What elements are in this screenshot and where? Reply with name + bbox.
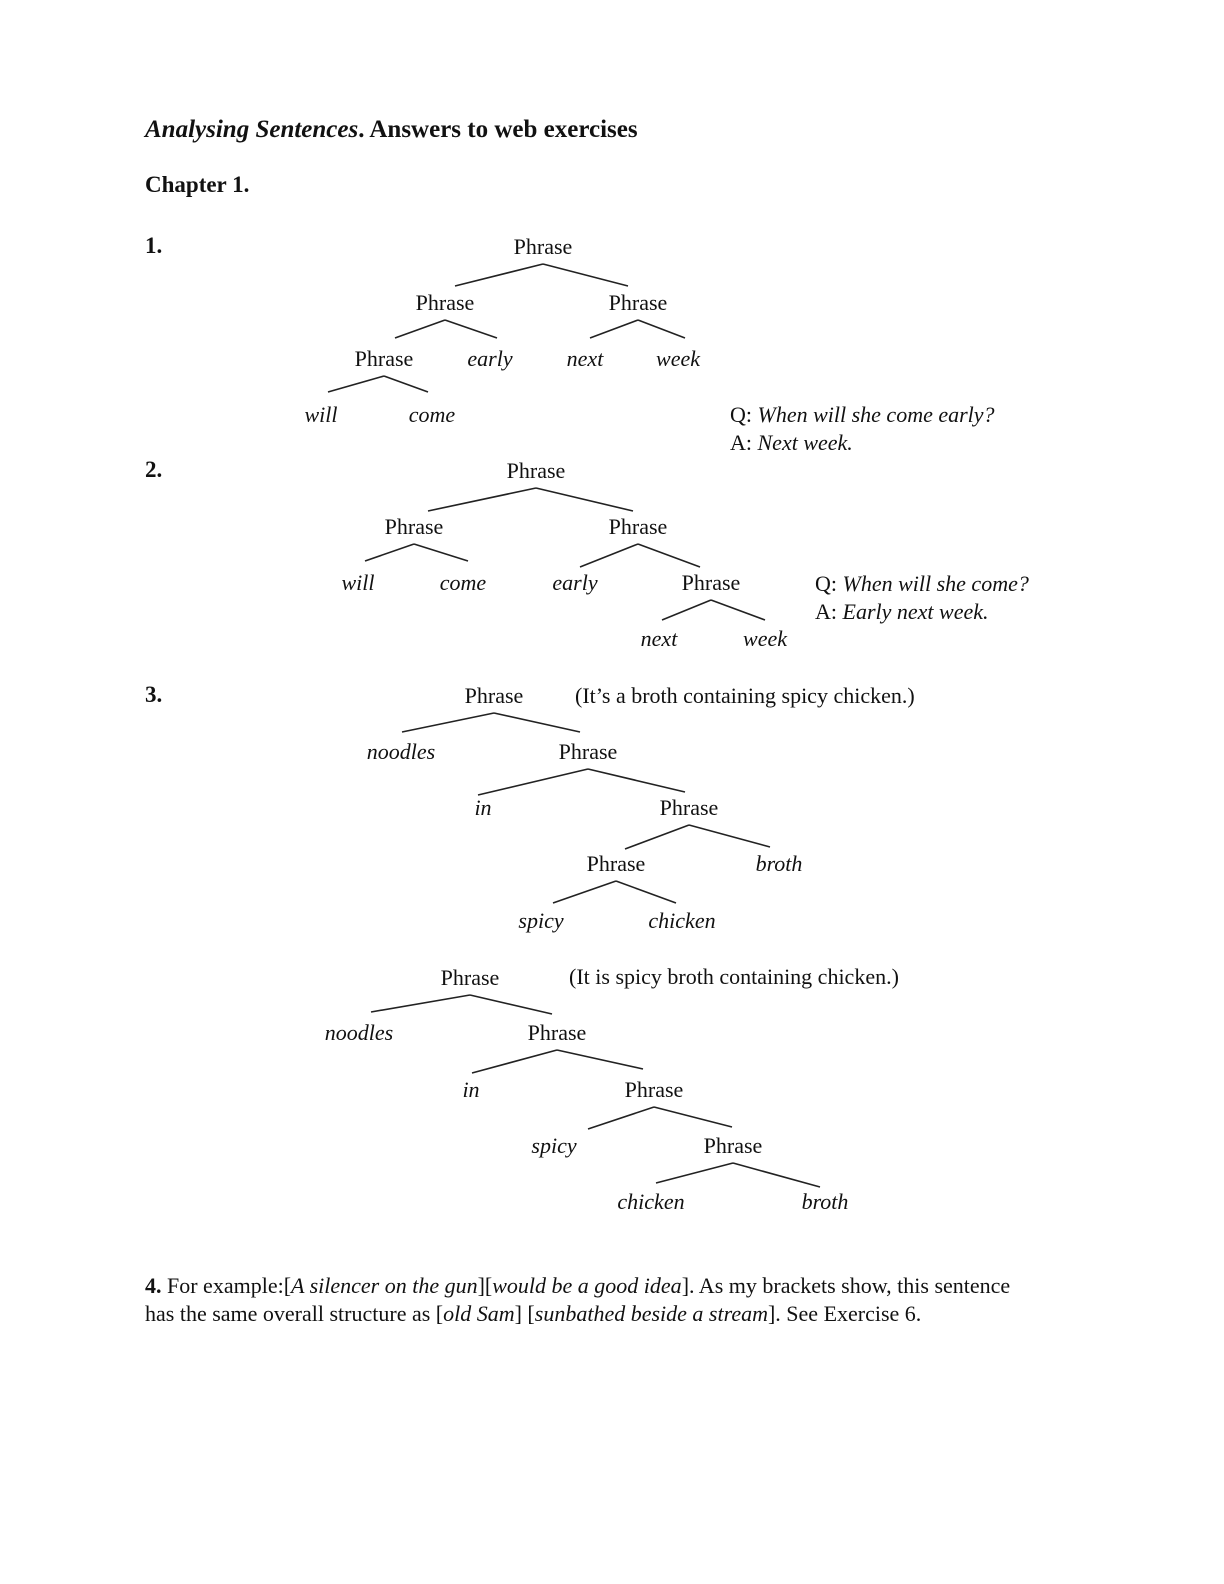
- tree-node: Phrase: [513, 234, 573, 259]
- tree-node: Phrase: [415, 290, 475, 315]
- paragraph-italic: sunbathed beside a stream: [534, 1301, 768, 1326]
- tree-branch: [656, 1163, 733, 1183]
- tree-branch: [478, 769, 588, 795]
- tree-branch: [428, 488, 536, 511]
- paragraph-text: ]. See Exercise 6.: [767, 1301, 922, 1326]
- tree-branch: [638, 320, 685, 338]
- tree-node: Phrase: [506, 458, 566, 483]
- tree-leaf-word: chicken: [648, 908, 716, 933]
- chapter-heading: Chapter 1.: [145, 172, 250, 197]
- exercise-4-paragraph: [145, 1272, 1045, 1328]
- tree-node: Phrase: [608, 514, 668, 539]
- tree-leaf-word: week: [656, 346, 700, 371]
- tree-branch: [689, 825, 770, 847]
- tree-node: Phrase: [624, 1077, 684, 1102]
- paragraph-text: ]. As my brackets show, this sentence has the same overall structure as [: [145, 1273, 1011, 1326]
- question-line: [730, 401, 995, 429]
- exercise-4-number: 4.: [145, 1273, 162, 1298]
- question-label: Q:: [815, 571, 843, 596]
- answer-line: [815, 598, 1029, 626]
- tree-branch: [543, 264, 628, 286]
- answer-text: Next week.: [757, 430, 853, 455]
- title-book-name: Analysing Sentences: [145, 116, 359, 143]
- tree-node: Phrase: [608, 290, 668, 315]
- paragraph-text: ][: [477, 1273, 493, 1298]
- tree-branch: [654, 1107, 732, 1127]
- tree-branch: [470, 995, 552, 1014]
- answer-label: A:: [730, 430, 758, 455]
- tree-leaf-word: noodles: [366, 739, 436, 764]
- tree-branch: [402, 713, 494, 732]
- answer-label: A:: [815, 599, 843, 624]
- tree-branch: [733, 1163, 820, 1187]
- tree-branch: [494, 713, 580, 732]
- tree-leaf-word: noodles: [324, 1020, 394, 1045]
- tree-exercise-3b: [325, 965, 849, 1214]
- tree-branch: [662, 600, 711, 620]
- tree-node: Phrase: [354, 346, 414, 371]
- tree-branch: [590, 320, 638, 338]
- tree-node: Phrase: [681, 570, 741, 595]
- tree-leaf-word: will: [341, 570, 375, 595]
- tree-branch: [553, 881, 616, 903]
- tree-leaf-word: will: [304, 402, 338, 427]
- tree-branch: [557, 1050, 643, 1069]
- tree-3a-note: (It’s a broth containing spicy chicken.): [575, 683, 915, 708]
- tree-node: Phrase: [703, 1133, 763, 1158]
- tree-branch: [711, 600, 765, 620]
- tree-leaf-word: broth: [801, 1189, 849, 1214]
- tree-branch: [580, 544, 638, 567]
- tree-leaf-word: next: [566, 346, 604, 371]
- tree-leaf-word: in: [462, 1077, 480, 1102]
- title-rest: . Answers to web exercises: [358, 116, 638, 143]
- tree-branch: [588, 769, 685, 792]
- tree-exercise-2: [341, 458, 788, 651]
- tree-branch: [588, 1107, 654, 1129]
- tree-branch: [371, 995, 470, 1012]
- tree-branch: [472, 1050, 557, 1073]
- tree-node: Phrase: [527, 1020, 587, 1045]
- question-text: When will she come?: [842, 571, 1029, 596]
- tree-3b-note: (It is spicy broth containing chicken.): [569, 964, 899, 989]
- tree-leaf-word: next: [640, 626, 678, 651]
- exercise-3-number: 3.: [145, 682, 163, 707]
- question-line: [815, 570, 1029, 598]
- tree-node: Phrase: [384, 514, 444, 539]
- tree-leaf-word: spicy: [531, 1133, 577, 1158]
- tree-branch: [328, 376, 384, 392]
- tree-branch: [365, 544, 414, 561]
- tree-leaf-word: broth: [755, 851, 803, 876]
- tree-leaf-word: chicken: [617, 1189, 685, 1214]
- exercise-2-qa: [815, 570, 1029, 626]
- tree-leaf-word: come: [439, 570, 487, 595]
- tree-node: Phrase: [558, 739, 618, 764]
- tree-node: Phrase: [586, 851, 646, 876]
- exercise-1-number: 1.: [145, 233, 163, 258]
- answer-text: Early next week.: [842, 599, 989, 624]
- tree-leaf-word: early: [552, 570, 598, 595]
- tree-branch: [616, 881, 676, 903]
- tree-node: Phrase: [440, 965, 500, 990]
- paragraph-italic: old Sam: [443, 1301, 515, 1326]
- tree-branch: [395, 320, 445, 338]
- paragraph-text: For example:[: [161, 1273, 292, 1298]
- tree-branch: [445, 320, 497, 338]
- tree-leaf-word: come: [408, 402, 456, 427]
- tree-branch: [414, 544, 468, 561]
- tree-node: Phrase: [659, 795, 719, 820]
- tree-node: Phrase: [464, 683, 524, 708]
- tree-branch: [625, 825, 689, 849]
- tree-branch: [384, 376, 428, 392]
- tree-leaf-word: spicy: [518, 908, 564, 933]
- tree-exercise-1: [304, 234, 701, 427]
- tree-leaf-word: early: [467, 346, 513, 371]
- question-label: Q:: [730, 402, 758, 427]
- tree-branch: [638, 544, 700, 567]
- tree-leaf-word: week: [743, 626, 787, 651]
- paragraph-italic: would be a good idea: [492, 1273, 682, 1298]
- answer-line: [730, 429, 995, 457]
- tree-leaf-word: in: [474, 795, 492, 820]
- tree-branch: [455, 264, 543, 286]
- paragraph-text: ] [: [514, 1301, 535, 1326]
- exercise-2-number: 2.: [145, 457, 163, 482]
- question-text: When will she come early?: [757, 402, 995, 427]
- tree-exercise-3a: [367, 683, 803, 933]
- paragraph-italic: A silencer on the gun: [291, 1273, 478, 1298]
- exercise-1-qa: [730, 401, 995, 457]
- tree-branch: [536, 488, 633, 511]
